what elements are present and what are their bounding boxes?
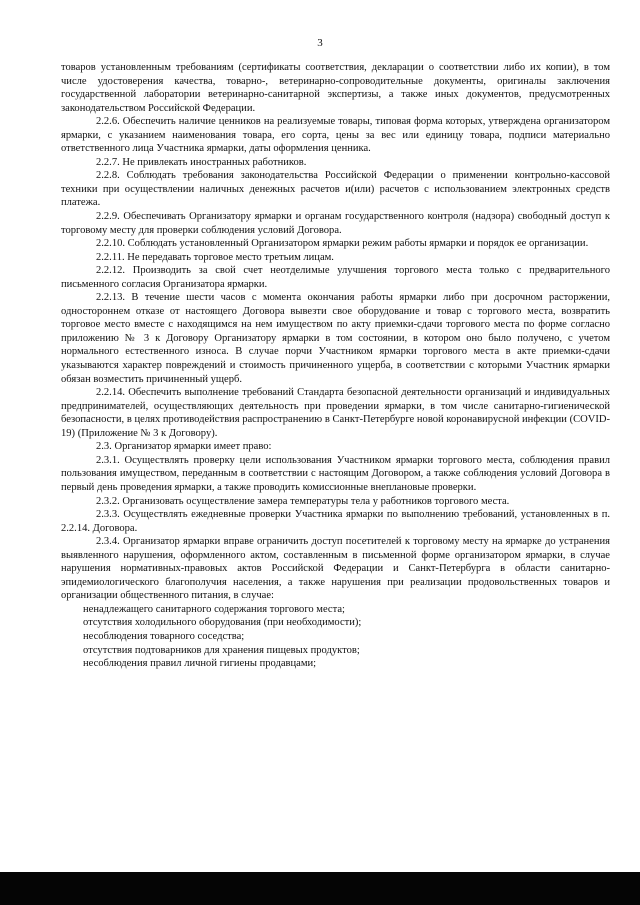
scan-bottom-border [0, 872, 640, 905]
paragraph-2-2-8: 2.2.8. Соблюдать требования законодательства Российской Федерации о применении контрольно-кассовой техники при осуществлении наличных денежных расчетов и(или) расчетов с использованием электронных средств платежа. [61, 170, 610, 209]
list-item: несоблюдения правил личной гигиены продавцами; [83, 658, 317, 670]
paragraph-2-2-14: 2.2.14. Обеспечить выполнение требований Стандарта безопасной деятельности организаций и индивидуальных предпринимателей, осуществляющих деятельность при проведении ярмарки, в том числе санитарно-гигиенической безопасности, в целях противодействия распространению в Санкт-Петербурге новой коронавирусной инфекции (COVID-19) (Приложение № 3 к Договору). [61, 387, 610, 439]
paragraph-2-2-7: 2.2.7. Не привлекать иностранных работников. [96, 156, 307, 168]
paragraph-2-3: 2.3. Организатор ярмарки имеет право: [96, 441, 272, 453]
document-body [61, 61, 610, 671]
paragraph-2-3-1: 2.3.1. Осуществлять проверку цели использования Участником ярмарки торгового места, соблюдения правил пользования имуществом, переданным в соответствии с настоящим Договором, а также соблюдения условий Договора в первый день проведения ярмарки, а также проводить комиссионные внеплановые проверки. [61, 454, 610, 493]
list-item: отсутствия холодильного оборудования (при необходимости); [83, 617, 362, 629]
paragraph-2-2-12: 2.2.12. Производить за свой счет неотделимые улучшения торгового места только с предварительного письменного согласия Организатора ярмарки. [61, 265, 610, 290]
paragraph-2-2-6: 2.2.6. Обеспечить наличие ценников на реализуемые товары, типовая форма которых, утверждена организатором ярмарки, с указанием наименования товара, его сорта, цены за вес или единицу товара, подписи материально ответственного лица Участника ярмарки, даты оформления ценника. [61, 116, 610, 155]
paragraph-2-2-11: 2.2.11. Не передавать торговое место третьим лицам. [96, 251, 334, 263]
list-item: несоблюдения товарного соседства; [83, 630, 245, 642]
paragraph-2-3-2: 2.3.2. Организовать осуществление замера температуры тела у работников торгового места. [96, 495, 510, 507]
paragraph-2-2-10: 2.2.10. Соблюдать установленный Организатором ярмарки режим работы ярмарки и порядок ее организации. [96, 238, 589, 250]
paragraph-2-2-13: 2.2.13. В течение шести часов с момента окончания работы ярмарки либо при досрочном расторжении, одностороннем отказе от настоящего Договора вывезти свое оборудование и товар с торгового места, возвратить торговое место вместе с находящимся на нем имуществом по акту приемки-сдачи торгового места по форме согласно приложению № 3 к Договору Организатору ярмарки в том состоянии, в котором оно было получено, с учетом нормального естественного износа. В случае порчи Участником ярмарки торгового места в акте приемки-сдачи указываются характер повреждений и стоимость причиненного ущерба, в соответствии с которыми Участник ярмарки обязан возместить причиненный ущерб. [61, 292, 610, 385]
paragraph-2-3-3: 2.3.3. Осуществлять ежедневные проверки Участника ярмарки по выполнению требований, установленных в п. 2.2.14. Договора. [61, 509, 610, 534]
list-item: ненадлежащего санитарного содержания торгового места; [83, 603, 345, 615]
page-number: 3 [317, 37, 323, 49]
paragraph-continuation: товаров установленным требованиям (сертификаты соответствия, декларации о соответствии либо их копии), в том числе удостоверения качества, товарно-, ветеринарно-сопроводительные документы, оригиналы заключения государственной лаборатории ветеринарно-санитарной экспертизы, а также иных документов, предусмотренных законодательством Российской Федерации. [61, 62, 610, 114]
paragraph-2-2-9: 2.2.9. Обеспечивать Организатору ярмарки и органам государственного контроля (надзора) свободный доступ к торговому месту для проверки соблюдения условий Договора. [61, 211, 610, 236]
list-item: отсутствия подтоварников для хранения пищевых продуктов; [83, 644, 360, 656]
paragraph-2-3-4: 2.3.4. Организатор ярмарки вправе ограничить доступ посетителей к торговому месту на ярмарке до устранения выявленного нарушения, оформленного актом, составленным в письменной форме организатором ярмарки, в случае нарушения нормативных-правовых актов Российской Федерации и Санкт-Петербурга в области санитарно-эпидемиологического благополучия населения, а также нарушения при реализации продовольственных товаров и организации общественного питания, в случае: [61, 536, 610, 602]
